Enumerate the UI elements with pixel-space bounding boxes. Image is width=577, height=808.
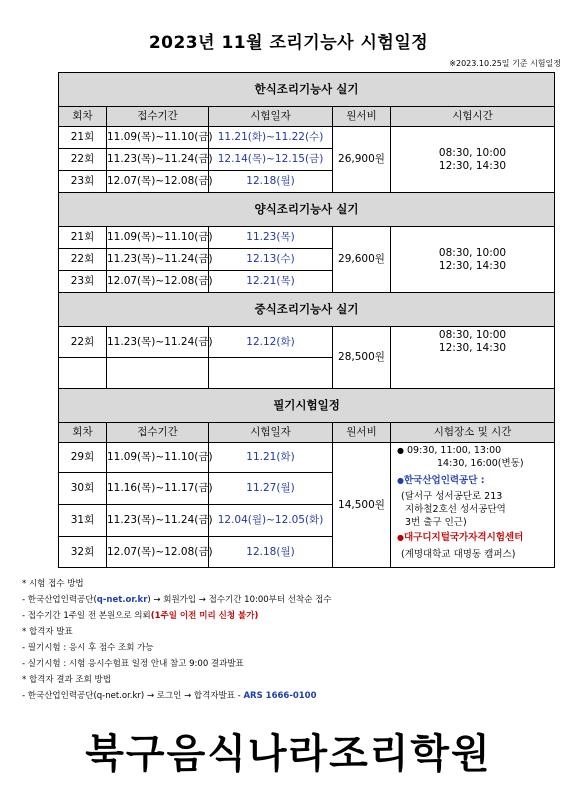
org1-addr2: 지하철2호선 성서공단역 <box>405 504 506 516</box>
round-cell: 21회 <box>59 127 107 149</box>
exam-date-cell: 12.14(목)~12.15(금) <box>209 149 333 171</box>
section-header-korean <box>59 73 555 107</box>
apply-line2-warning: (1주일 이전 미리 신청 불가) <box>150 611 259 621</box>
round-cell: 30회 <box>59 473 107 505</box>
round-cell: 32회 <box>59 537 107 568</box>
time-line: 12:30, 14:30 <box>438 159 507 172</box>
col-header-reception: 접수기간 <box>107 107 209 127</box>
section-title-western: 양식조리기능사 실기 <box>59 193 555 227</box>
reception-cell: 11.09(목)~11.10(금) <box>107 127 209 149</box>
col-header-exam-date: 시험일자 <box>209 107 333 127</box>
time-line: 12:30, 14:30 <box>438 259 507 272</box>
exam-date-cell: 11.23(목) <box>209 227 333 249</box>
written-times <box>397 445 554 458</box>
col-header-fee: 원서비 <box>333 107 391 127</box>
announce-line1: - 필기시험 : 응시 후 점수 조회 가능 <box>22 643 154 653</box>
section-header-western <box>59 193 555 227</box>
exam-time-cell <box>391 127 555 193</box>
time-line: 08:30, 10:00 <box>438 146 507 159</box>
notes-section <box>22 576 332 704</box>
academy-name: 북구음식나라조리학원 <box>85 731 492 777</box>
exam-date-cell: 11.21(화)~11.22(수) <box>209 127 333 149</box>
apply-header: * 시험 접수 방법 <box>22 579 84 589</box>
empty-cell <box>209 358 333 389</box>
check-line-pre: - 한국산업인력공단(q-net.or.kr) → 로그인 → 합격자발표 - <box>22 691 244 701</box>
check-header: * 합격자 결과 조회 방법 <box>22 675 111 685</box>
reception-cell: 11.23(목)~11.24(금) <box>107 505 209 537</box>
times-line2: 14:30, 16:00(변동) <box>437 457 524 469</box>
round-cell: 29회 <box>59 443 107 473</box>
exam-time-cell <box>391 227 555 293</box>
round-cell: 21회 <box>59 227 107 249</box>
announce-line2: - 실기시험 : 시험 응시수험표 일정 안내 참고 9:00 결과발표 <box>22 659 244 669</box>
column-header-row <box>59 423 555 443</box>
exam-date-cell: 11.21(화) <box>209 443 333 473</box>
fee-cell: 29,600원 <box>333 227 391 293</box>
reception-cell: 11.16(목)~11.17(금) <box>107 473 209 505</box>
bullet-icon: ● <box>397 532 404 542</box>
section-header-written <box>59 389 555 423</box>
table-row <box>59 443 555 473</box>
fee-cell: 14,500원 <box>333 443 391 568</box>
bullet-icon: ● <box>397 446 404 455</box>
table-row <box>59 127 555 149</box>
page-title: 2023년 11월 조리기능사 시험일정 <box>148 33 429 53</box>
col-header-exam-time: 시험시간 <box>391 107 555 127</box>
org1-line <box>397 475 554 488</box>
exam-schedule-table <box>58 72 555 568</box>
qnet-link[interactable]: q-net.or.kr <box>96 595 148 605</box>
exam-date-cell: 12.18(월) <box>209 537 333 568</box>
col-header-fee: 원서비 <box>333 423 391 443</box>
org1-addr1: (달서구 성서공단로 213 <box>401 491 503 503</box>
reception-cell: 11.09(목)~11.10(금) <box>107 227 209 249</box>
empty-cell <box>107 358 209 389</box>
org2-addr: (계명대학교 대명동 캠퍼스) <box>401 548 516 560</box>
table-row <box>59 327 555 358</box>
reception-cell: 12.07(목)~12.08(금) <box>107 171 209 193</box>
fee-cell: 28,500원 <box>333 327 391 389</box>
exam-date-cell: 12.04(월)~12.05(화) <box>209 505 333 537</box>
reception-cell: 12.07(목)~12.08(금) <box>107 537 209 568</box>
col-header-exam-date: 시험일자 <box>209 423 333 443</box>
apply-line1 <box>22 592 332 608</box>
fee-cell: 26,900원 <box>333 127 391 193</box>
place-time-cell <box>391 443 555 568</box>
bullet-icon: ● <box>397 475 404 485</box>
reception-cell: 11.23(목)~11.24(금) <box>107 149 209 171</box>
section-title-korean: 한식조리기능사 실기 <box>59 73 555 107</box>
org2-name: 대구디지털국가자격시험센터 <box>403 531 524 543</box>
round-cell: 23회 <box>59 171 107 193</box>
time-line: 08:30, 10:00 <box>438 329 507 341</box>
exam-date-cell: 12.21(목) <box>209 271 333 293</box>
times-line1: 09:30, 11:00, 13:00 <box>407 445 502 456</box>
exam-date-cell: 12.18(월) <box>209 171 333 193</box>
reception-cell: 11.23(목)~11.24(금) <box>107 249 209 271</box>
section-title-written: 필기시험일정 <box>59 389 555 423</box>
time-line: 08:30, 10:00 <box>438 246 507 259</box>
announce-header: * 합격자 발표 <box>22 627 73 637</box>
apply-line1-pre: - 한국산업인력공단( <box>22 595 97 605</box>
reception-cell: 12.07(목)~12.08(금) <box>107 271 209 293</box>
round-cell: 22회 <box>59 249 107 271</box>
reception-cell: 11.09(목)~11.10(금) <box>107 443 209 473</box>
exam-date-cell: 12.13(수) <box>209 249 333 271</box>
table-row <box>59 227 555 249</box>
col-header-round: 회차 <box>59 107 107 127</box>
apply-line2-pre: - 접수기간 1주일 전 본원으로 의뢰 <box>22 611 151 621</box>
section-header-chinese <box>59 293 555 327</box>
ars-number: ARS 1666-0100 <box>243 691 317 701</box>
round-cell: 23회 <box>59 271 107 293</box>
empty-cell <box>59 358 107 389</box>
basis-date-note: ※2023.10.25일 기준 시험일정 <box>449 59 561 68</box>
round-cell: 22회 <box>59 149 107 171</box>
round-cell: 22회 <box>59 327 107 358</box>
org2-line <box>397 532 554 545</box>
col-header-reception: 접수기간 <box>107 423 209 443</box>
org1-name: 한국산업인력공단 : <box>403 474 485 486</box>
column-header-row <box>59 107 555 127</box>
apply-line1-post: ) → 회원가입 → 접수기간 10:00부터 선착순 접수 <box>147 595 332 605</box>
exam-date-cell: 12.12(화) <box>209 327 333 358</box>
apply-line2 <box>22 608 332 624</box>
section-title-chinese: 중식조리기능사 실기 <box>59 293 555 327</box>
org1-addr3: 3번 출구 인근) <box>405 517 467 529</box>
check-line <box>22 688 332 704</box>
reception-cell: 11.23(목)~11.24(금) <box>107 327 209 358</box>
col-header-place-time: 시험장소 및 시간 <box>391 423 555 443</box>
time-line: 12:30, 14:30 <box>438 341 507 354</box>
col-header-round: 회차 <box>59 423 107 443</box>
exam-time-cell <box>391 327 555 389</box>
round-cell: 31회 <box>59 505 107 537</box>
exam-date-cell: 11.27(월) <box>209 473 333 505</box>
